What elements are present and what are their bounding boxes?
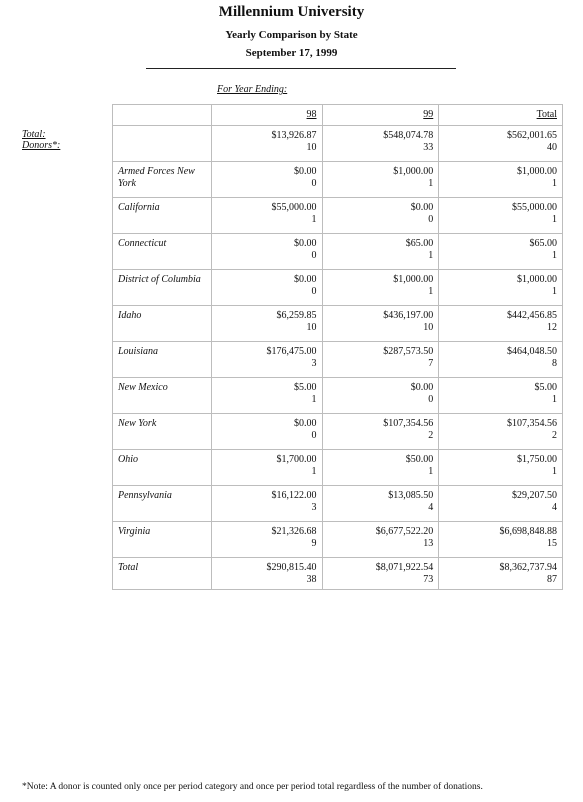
amount-value: $16,122.00 — [271, 490, 317, 501]
amount-value: $0.00 — [294, 418, 317, 429]
table-header-row — [113, 105, 563, 126]
amount-value: $107,354.56 — [383, 418, 434, 429]
value-cell — [211, 126, 322, 162]
column-header-label: Total — [536, 109, 557, 120]
donor-count: 40 — [547, 142, 557, 153]
donor-count: 1 — [311, 214, 317, 225]
value-cell — [439, 486, 563, 522]
amount-value: $13,926.87 — [271, 130, 317, 141]
value-cell — [211, 342, 322, 378]
donor-count: 12 — [547, 322, 557, 333]
period-label: For Year Ending: — [217, 84, 288, 95]
amount-value: $55,000.00 — [512, 202, 557, 213]
amount-value: $8,071,922.54 — [375, 562, 434, 573]
value-cell — [211, 270, 322, 306]
table-row — [113, 378, 563, 414]
donor-count: 1 — [428, 466, 434, 477]
amount-value: $0.00 — [294, 274, 317, 285]
value-cell — [439, 558, 563, 590]
amount-value: $290,815.40 — [266, 562, 317, 573]
amount-value: $1,000.00 — [517, 274, 557, 285]
donor-count: 33 — [423, 142, 434, 153]
value-cell — [439, 234, 563, 270]
value-cell — [322, 270, 439, 306]
amount-value: $6,677,522.20 — [375, 526, 434, 537]
donor-count: 1 — [311, 466, 317, 477]
value-cell — [322, 342, 439, 378]
donor-count: 1 — [552, 178, 557, 189]
donor-count: 4 — [428, 502, 434, 513]
donor-count: 3 — [311, 358, 317, 369]
amount-value: $442,456.85 — [507, 310, 557, 321]
row-label: Connecticut — [113, 234, 212, 270]
comparison-table — [112, 104, 563, 590]
table-row — [113, 450, 563, 486]
value-cell — [211, 378, 322, 414]
row-label: Louisiana — [113, 342, 212, 378]
amount-value: $5.00 — [294, 382, 317, 393]
amount-value: $1,000.00 — [393, 274, 434, 285]
value-cell — [322, 378, 439, 414]
column-header-label: 99 — [423, 109, 434, 120]
donor-count: 7 — [428, 358, 434, 369]
value-cell — [439, 126, 563, 162]
amount-value: $1,750.00 — [517, 454, 557, 465]
side-label-total: Total: — [22, 129, 46, 140]
donor-count: 1 — [552, 466, 557, 477]
summary-row — [113, 126, 563, 162]
value-cell — [211, 558, 322, 590]
amount-value: $562,001.65 — [507, 130, 557, 141]
value-cell — [439, 378, 563, 414]
side-label-donors: Donors*: — [22, 140, 61, 151]
value-cell — [439, 414, 563, 450]
value-cell — [211, 234, 322, 270]
report-date: September 17, 1999 — [245, 47, 338, 59]
amount-value: $13,085.50 — [388, 490, 434, 501]
donor-count: 0 — [311, 250, 317, 261]
table-row — [113, 414, 563, 450]
header-cell-blank — [113, 105, 212, 126]
value-cell — [439, 162, 563, 198]
table-row — [113, 486, 563, 522]
value-cell — [322, 126, 439, 162]
value-cell — [211, 414, 322, 450]
amount-value: $1,000.00 — [393, 166, 434, 177]
amount-value: $1,700.00 — [276, 454, 317, 465]
donor-count: 1 — [428, 178, 434, 189]
row-label: Virginia — [113, 522, 212, 558]
amount-value: $65.00 — [529, 238, 557, 249]
donor-count: 13 — [423, 538, 434, 549]
donor-count: 1 — [428, 250, 434, 261]
value-cell — [322, 486, 439, 522]
amount-value: $176,475.00 — [266, 346, 317, 357]
amount-value: $548,074.78 — [383, 130, 434, 141]
row-label: District of Columbia — [113, 270, 212, 306]
amount-value: $0.00 — [294, 166, 317, 177]
value-cell — [211, 162, 322, 198]
column-header — [439, 105, 563, 126]
donor-count: 4 — [552, 502, 557, 513]
donor-count: 0 — [428, 214, 434, 225]
table-row — [113, 342, 563, 378]
donor-count: 10 — [306, 142, 317, 153]
value-cell — [322, 162, 439, 198]
amount-value: $8,362,737.94 — [499, 562, 557, 573]
amount-value: $65.00 — [405, 238, 434, 249]
amount-value: $464,048.50 — [507, 346, 557, 357]
amount-value: $0.00 — [294, 238, 317, 249]
value-cell — [211, 198, 322, 234]
value-cell — [322, 558, 439, 590]
value-cell — [439, 270, 563, 306]
donor-count: 15 — [547, 538, 557, 549]
donor-count: 0 — [311, 430, 317, 441]
value-cell — [322, 306, 439, 342]
value-cell — [439, 306, 563, 342]
table-row — [113, 306, 563, 342]
column-header-label: 98 — [306, 109, 317, 120]
row-label: New Mexico — [113, 378, 212, 414]
amount-value: $436,197.00 — [383, 310, 434, 321]
value-cell — [439, 342, 563, 378]
row-label: Armed Forces New York — [113, 162, 212, 198]
donor-count: 8 — [552, 358, 557, 369]
amount-value: $107,354.56 — [507, 418, 557, 429]
row-label: Pennsylvania — [113, 486, 212, 522]
donor-count: 1 — [552, 286, 557, 297]
table-row — [113, 558, 563, 590]
header-rule — [146, 68, 456, 69]
row-label: Total — [113, 558, 212, 590]
amount-value: $21,326.68 — [271, 526, 317, 537]
table-body — [113, 126, 563, 590]
value-cell — [322, 234, 439, 270]
row-label: Idaho — [113, 306, 212, 342]
donor-count: 1 — [552, 394, 557, 405]
row-label: California — [113, 198, 212, 234]
amount-value: $0.00 — [410, 382, 434, 393]
donor-count: 2 — [428, 430, 434, 441]
amount-value: $29,207.50 — [512, 490, 557, 501]
report-subtitle: Yearly Comparison by State — [225, 29, 358, 41]
donor-count: 10 — [423, 322, 434, 333]
donor-count: 2 — [552, 430, 557, 441]
amount-value: $6,259.85 — [276, 310, 317, 321]
value-cell — [439, 198, 563, 234]
row-label — [113, 126, 212, 162]
donor-count: 0 — [428, 394, 434, 405]
value-cell — [322, 522, 439, 558]
donor-count: 10 — [306, 322, 317, 333]
table-row — [113, 162, 563, 198]
value-cell — [211, 450, 322, 486]
row-label: Ohio — [113, 450, 212, 486]
value-cell — [322, 414, 439, 450]
amount-value: $55,000.00 — [271, 202, 317, 213]
value-cell — [211, 306, 322, 342]
table-row — [113, 234, 563, 270]
column-header — [322, 105, 439, 126]
donor-count: 3 — [311, 502, 317, 513]
donor-count: 73 — [423, 574, 434, 585]
table-row — [113, 198, 563, 234]
value-cell — [439, 450, 563, 486]
value-cell — [211, 486, 322, 522]
value-cell — [211, 522, 322, 558]
amount-value: $287,573.50 — [383, 346, 434, 357]
donor-count: 1 — [428, 286, 434, 297]
donor-count: 1 — [552, 214, 557, 225]
amount-value: $1,000.00 — [517, 166, 557, 177]
amount-value: $5.00 — [534, 382, 557, 393]
donor-count: 0 — [311, 286, 317, 297]
amount-value: $6,698,848.88 — [499, 526, 557, 537]
donor-count: 1 — [552, 250, 557, 261]
value-cell — [322, 450, 439, 486]
value-cell — [439, 522, 563, 558]
donor-count: 38 — [306, 574, 317, 585]
column-header — [211, 105, 322, 126]
table-row — [113, 522, 563, 558]
donor-count: 87 — [547, 574, 557, 585]
table-row — [113, 270, 563, 306]
value-cell — [322, 198, 439, 234]
donor-count: 9 — [311, 538, 317, 549]
amount-value: $0.00 — [410, 202, 434, 213]
row-label: New York — [113, 414, 212, 450]
footnote: *Note: A donor is counted only once per period category and once per period total regardless of the number of donations. — [22, 782, 483, 792]
amount-value: $50.00 — [405, 454, 434, 465]
report-title: Millennium University — [218, 4, 365, 20]
donor-count: 0 — [311, 178, 317, 189]
donor-count: 1 — [311, 394, 317, 405]
